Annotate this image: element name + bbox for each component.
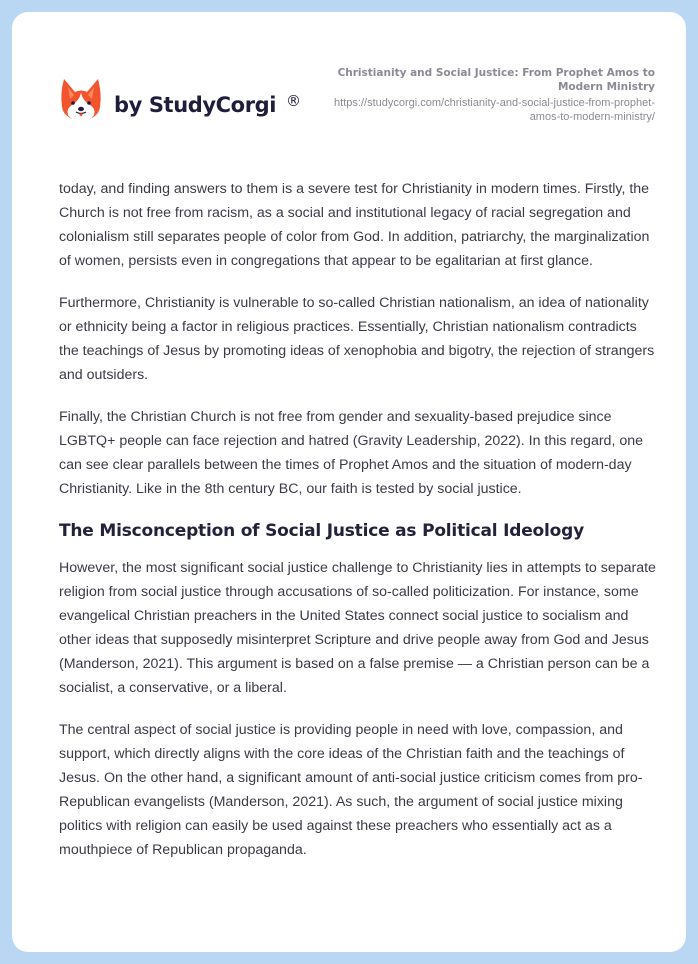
studycorgi-logo[interactable] bbox=[60, 74, 301, 126]
document-page bbox=[12, 12, 686, 952]
registered-mark: ® bbox=[286, 92, 301, 110]
corgi-logo-icon bbox=[60, 77, 102, 123]
paragraph: Finally, the Christian Church is not free from gender and sexuality-based prejudice since LGBTQ+ people can face rejection and hatred (Gravity Leadership, 2022). In this regard, one can see clear parallels between the times of Prophet Amos and the situation of modern-day Christianity. Like in the 8th century BC, our faith is tested by social justice. bbox=[59, 409, 644, 497]
paragraph: The central aspect of social justice is providing people in need with love, compassion, and support, which directly aligns with the core ideas of the Christian faith and the teachings of Jesus. On the other hand, a significant amount of anti-social justice criticism comes from pro-Republican evangelists (Manderson, 2021). As such, the argument of social justice mixing politics with religion can easily be used against these preachers who essentially act as a mouthpiece of Republican propaganda. bbox=[59, 722, 643, 858]
paragraph: today, and finding answers to them is a severe test for Christianity in modern times. Firstly, the Church is not free from racism, as a social and institutional legacy of racial segregation and colonialism still separates people of color from God. In addition, patriarchy, the marginalization of women, persists even in congregations that appear to be egalitarian at first glance. bbox=[59, 181, 650, 269]
paragraph: Furthermore, Christianity is vulnerable to so-called Christian nationalism, an idea of nationality or ethnicity being a factor in religious practices. Essentially, Christian nationalism contradicts the teachings of Jesus by promoting ideas of xenophobia and bigotry, the rejection of strangers and outsiders. bbox=[59, 295, 655, 383]
document-meta bbox=[315, 66, 655, 124]
section-heading: The Misconception of Social Justice as Political Ideology bbox=[59, 521, 584, 541]
document-url[interactable]: https://studycorgi.com/christianity-and-social-justice-from-prophet-amos-to-modern-ministry/ bbox=[334, 97, 655, 123]
page-header bbox=[12, 12, 686, 162]
document-title: Christianity and Social Justice: From Prophet Amos to Modern Ministry bbox=[337, 67, 655, 93]
logo-text: by StudyCorgi bbox=[114, 93, 277, 117]
paragraph: However, the most significant social justice challenge to Christianity lies in attempts to separate religion from social justice through accusations of so-called politicization. For instance, some evangelical Christian preachers in the United States connect social justice to socialism and other ideas that supposedly misinterpret Scripture and drive people away from God and Jesus (Manderson, 2021). This argument is based on a false premise — a Christian person can be a socialist, a conservative, or a liberal. bbox=[59, 560, 656, 696]
article-body bbox=[59, 177, 659, 880]
